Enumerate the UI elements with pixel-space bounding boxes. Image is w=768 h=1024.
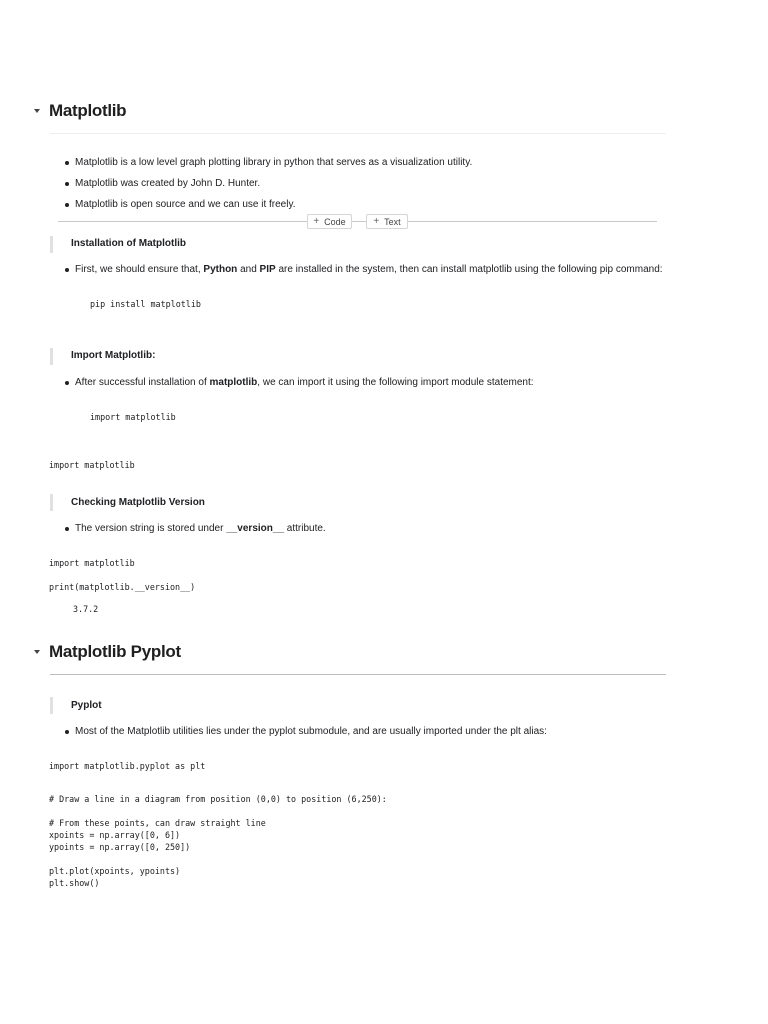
section-title: Matplotlib (49, 101, 127, 120)
code-cell-plot[interactable] (49, 793, 387, 889)
blockquote-bar (50, 348, 53, 365)
section-header-matplotlib (34, 101, 126, 121)
section-divider (50, 133, 666, 134)
collapse-caret-icon[interactable] (34, 109, 40, 113)
installation-bullet-list (75, 264, 715, 285)
code-cell-pyplot-import[interactable]: import matplotlib.pyplot as plt (49, 761, 206, 771)
code-line: xpoints = np.array([0, 6]) (49, 830, 181, 840)
add-code-cell-button[interactable] (307, 214, 352, 229)
code-line (49, 805, 387, 817)
code-line: # Draw a line in a diagram from position (0,0) to position (6,250): (49, 794, 387, 804)
section-title: Matplotlib Pyplot (49, 642, 181, 661)
code-line: ypoints = np.array([0, 250]) (49, 842, 191, 852)
list-item: Matplotlib is open source and we can use it freely. (75, 199, 695, 220)
import-heading: Import Matplotlib: (71, 350, 156, 361)
section-header-pyplot (34, 642, 181, 662)
version-heading: Checking Matplotlib Version (71, 497, 205, 508)
code-line: plt.plot(xpoints, ypoints) (49, 866, 181, 876)
add-code-label: Code (324, 216, 346, 227)
insert-cell-divider (58, 221, 657, 222)
list-item: After successful installation of matplotlib, we can import it using the following import module statement: (75, 377, 715, 398)
version-output: 3.7.2 (73, 604, 99, 614)
code-line: # From these points, can draw straight line (49, 818, 266, 828)
add-text-cell-button[interactable] (366, 214, 408, 229)
code-line: plt.show() (49, 878, 100, 888)
list-item: Most of the Matplotlib utilities lies under the pyplot submodule, and are usually imported under the plt alias: (75, 726, 715, 747)
code-cell-import[interactable]: import matplotlib (49, 460, 135, 470)
code-cell-version-print[interactable]: print(matplotlib.__version__) (49, 582, 196, 592)
add-text-label: Text (384, 216, 401, 227)
list-item: Matplotlib is a low level graph plotting library in python that serves as a visualization utility. (75, 157, 695, 178)
installation-heading: Installation of Matplotlib (71, 238, 186, 249)
import-bullet-list (75, 377, 715, 398)
list-item: First, we should ensure that, Python and PIP are installed in the system, then can install matplotlib using the following pip command: (75, 264, 715, 285)
list-item: The version string is stored under __version__ attribute. (75, 523, 715, 544)
pyplot-bullet-list (75, 726, 715, 747)
import-code-example: import matplotlib (90, 412, 176, 422)
intro-bullet-list (75, 157, 695, 220)
version-bullet-list (75, 523, 715, 544)
blockquote-bar (50, 236, 53, 253)
pyplot-heading: Pyplot (71, 700, 102, 711)
plus-icon: + (373, 216, 380, 227)
code-cell-version-import[interactable]: import matplotlib (49, 558, 135, 568)
plus-icon: + (313, 216, 320, 227)
list-item: Matplotlib was created by John D. Hunter. (75, 178, 695, 199)
section-divider (50, 674, 666, 675)
pip-install-code: pip install matplotlib (90, 299, 201, 309)
code-line (49, 853, 387, 865)
blockquote-bar (50, 494, 53, 511)
collapse-caret-icon[interactable] (34, 650, 40, 654)
blockquote-bar (50, 697, 53, 714)
